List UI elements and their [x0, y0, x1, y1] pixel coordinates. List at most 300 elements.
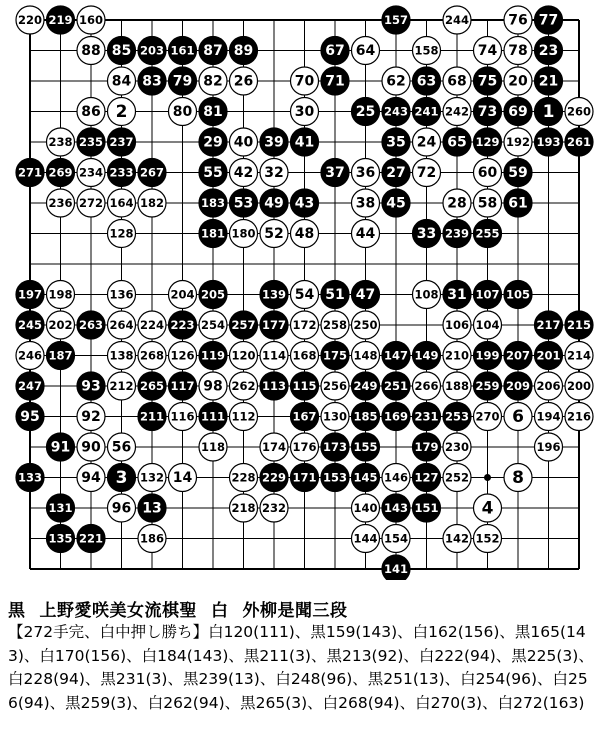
black-stone-67 — [321, 37, 349, 65]
move-number: 56 — [111, 439, 132, 456]
move-number: 107 — [475, 287, 500, 302]
move-number: 233 — [109, 165, 134, 180]
white-stone-258 — [321, 311, 349, 339]
players-line — [8, 596, 596, 621]
white-stone-70 — [291, 67, 319, 95]
move-number: 78 — [508, 43, 528, 59]
black-stone-49 — [260, 189, 288, 217]
black-stone-197 — [16, 281, 44, 309]
white-stone-130 — [321, 403, 349, 431]
move-number: 192 — [505, 135, 531, 149]
move-number: 127 — [414, 470, 439, 485]
black-stone-147 — [382, 342, 410, 370]
white-stone-112 — [230, 403, 258, 431]
move-number: 55 — [203, 165, 223, 181]
black-stone-235 — [77, 128, 105, 156]
white-stone-144 — [352, 525, 380, 553]
black-stone-145 — [352, 464, 380, 492]
black-stone-183 — [199, 189, 227, 217]
white-stone-224 — [138, 311, 166, 339]
black-stone-31 — [443, 281, 471, 309]
move-number: 45 — [386, 195, 406, 212]
move-number: 51 — [325, 287, 345, 303]
black-stone-1 — [535, 98, 563, 126]
move-number: 73 — [477, 104, 498, 120]
move-number: 272 — [78, 196, 104, 210]
white-stone-116 — [169, 403, 197, 431]
white-stone-180 — [230, 220, 258, 248]
move-number: 133 — [17, 470, 43, 485]
move-number: 143 — [383, 501, 409, 515]
white-stone-106 — [443, 311, 471, 339]
move-number: 183 — [200, 196, 226, 210]
black-stone-257 — [230, 311, 258, 339]
black-stone-35 — [382, 128, 410, 156]
white-stone-40 — [230, 128, 258, 156]
move-number: 203 — [139, 43, 165, 58]
move-number: 37 — [325, 165, 345, 181]
move-number: 120 — [231, 348, 256, 363]
move-number: 214 — [566, 348, 592, 363]
move-number: 25 — [355, 104, 376, 120]
move-number: 265 — [139, 379, 165, 393]
black-stone-107 — [474, 281, 502, 309]
move-number: 173 — [322, 440, 348, 454]
white-stone-28 — [443, 189, 471, 217]
black-stone-181 — [199, 220, 227, 248]
move-number: 80 — [172, 104, 193, 120]
black-stone-27 — [382, 159, 410, 187]
move-number: 68 — [447, 73, 467, 90]
move-number: 262 — [231, 379, 256, 393]
move-number: 269 — [48, 165, 73, 180]
black-stone-211 — [138, 403, 166, 431]
black-stone-157 — [382, 6, 410, 34]
move-number: 24 — [416, 134, 437, 151]
move-number: 260 — [566, 104, 592, 119]
white-stone-98 — [199, 372, 227, 400]
move-number: 217 — [536, 318, 561, 332]
black-stone-223 — [169, 311, 197, 339]
white-stone-202 — [47, 311, 75, 339]
black-stone-149 — [413, 342, 441, 370]
black-stone-143 — [382, 494, 410, 522]
move-number: 235 — [78, 135, 104, 149]
move-number: 29 — [203, 134, 223, 151]
move-number: 44 — [355, 226, 376, 242]
move-number: 149 — [414, 348, 439, 363]
black-stone-129 — [474, 128, 502, 156]
move-number: 186 — [139, 531, 165, 546]
black-stone-241 — [413, 98, 441, 126]
move-number: 251 — [383, 379, 409, 393]
white-stone-118 — [199, 433, 227, 461]
move-number: 32 — [264, 165, 284, 181]
move-number: 270 — [475, 409, 500, 424]
black-stone-177 — [260, 311, 288, 339]
black-stone-217 — [535, 311, 563, 339]
move-number: 176 — [292, 440, 317, 454]
move-number: 268 — [139, 348, 165, 363]
move-number: 193 — [536, 135, 561, 149]
black-stone-21 — [535, 67, 563, 95]
move-number: 1 — [542, 102, 555, 122]
white-stone-238 — [47, 128, 75, 156]
move-number: 86 — [81, 104, 101, 120]
move-number: 145 — [353, 470, 378, 485]
black-stone-259 — [474, 372, 502, 400]
white-stone-52 — [260, 220, 288, 248]
move-number: 119 — [200, 348, 226, 363]
move-number: 77 — [538, 12, 559, 29]
black-stone-237 — [108, 128, 136, 156]
move-number: 41 — [294, 134, 315, 151]
white-label: 白 — [211, 601, 229, 621]
white-stone-80 — [169, 98, 197, 126]
white-stone-88 — [77, 37, 105, 65]
black-stone-135 — [47, 525, 75, 553]
move-number: 179 — [414, 440, 439, 454]
move-number: 250 — [353, 318, 378, 332]
move-number: 31 — [447, 287, 467, 303]
move-number: 64 — [355, 43, 376, 59]
move-number: 38 — [355, 195, 376, 212]
move-number: 168 — [292, 348, 317, 363]
move-number: 202 — [48, 318, 73, 332]
white-stone-62 — [382, 67, 410, 95]
move-number: 114 — [261, 348, 287, 363]
black-stone-271 — [16, 159, 44, 187]
move-number: 75 — [477, 73, 498, 90]
move-number: 211 — [139, 409, 165, 424]
move-number: 253 — [444, 409, 470, 424]
white-stone-76 — [504, 6, 532, 34]
move-number: 21 — [538, 73, 559, 90]
move-number: 54 — [294, 287, 315, 303]
move-number: 161 — [170, 43, 195, 58]
black-stone-161 — [169, 37, 197, 65]
white-stone-210 — [443, 342, 471, 370]
black-stone-41 — [291, 128, 319, 156]
move-number: 261 — [566, 135, 592, 149]
white-stone-72 — [413, 159, 441, 187]
white-stone-198 — [47, 281, 75, 309]
move-number: 135 — [48, 531, 73, 546]
white-stone-142 — [443, 525, 471, 553]
black-stone-55 — [199, 159, 227, 187]
white-stone-214 — [565, 342, 593, 370]
white-stone-42 — [230, 159, 258, 187]
move-number: 27 — [386, 165, 406, 181]
white-stone-82 — [199, 67, 227, 95]
move-number: 152 — [475, 531, 500, 546]
move-number: 59 — [508, 165, 528, 181]
move-number: 188 — [444, 379, 470, 393]
black-stone-105 — [504, 281, 532, 309]
move-number: 88 — [81, 43, 101, 59]
white-stone-92 — [77, 403, 105, 431]
move-number: 93 — [81, 378, 101, 395]
black-stone-187 — [47, 342, 75, 370]
move-number: 129 — [475, 135, 500, 149]
black-stone-215 — [565, 311, 593, 339]
move-number: 2 — [115, 102, 128, 122]
move-number: 58 — [477, 195, 498, 212]
black-stone-255 — [474, 220, 502, 248]
black-stone-115 — [291, 372, 319, 400]
white-stone-14 — [169, 464, 197, 492]
move-number: 169 — [383, 409, 409, 424]
white-stone-4 — [474, 494, 502, 522]
white-stone-126 — [169, 342, 197, 370]
white-stone-148 — [352, 342, 380, 370]
move-number: 242 — [444, 104, 470, 119]
move-number: 53 — [233, 195, 254, 212]
black-stone-249 — [352, 372, 380, 400]
white-stone-234 — [77, 159, 105, 187]
white-stone-6 — [504, 403, 532, 431]
move-number: 141 — [383, 562, 409, 576]
move-number: 266 — [414, 379, 439, 393]
move-number: 138 — [109, 348, 134, 363]
move-number: 146 — [383, 470, 409, 485]
white-stone-188 — [443, 372, 471, 400]
white-stone-84 — [108, 67, 136, 95]
white-stone-132 — [138, 464, 166, 492]
move-number: 216 — [566, 409, 592, 424]
move-number: 74 — [477, 43, 498, 59]
white-stone-140 — [352, 494, 380, 522]
black-stone-239 — [443, 220, 471, 248]
move-number: 39 — [264, 134, 284, 151]
white-stone-8 — [504, 464, 532, 492]
black-stone-155 — [352, 433, 380, 461]
black-stone-141 — [382, 555, 410, 580]
white-stone-160 — [77, 6, 105, 34]
black-stone-45 — [382, 189, 410, 217]
white-stone-90 — [77, 433, 105, 461]
move-number: 187 — [48, 348, 73, 363]
move-number: 43 — [294, 195, 315, 212]
black-stone-25 — [352, 98, 380, 126]
white-stone-252 — [443, 464, 471, 492]
move-number: 220 — [17, 13, 43, 27]
black-stone-29 — [199, 128, 227, 156]
move-number: 267 — [139, 165, 165, 180]
black-stone-269 — [47, 159, 75, 187]
white-stone-242 — [443, 98, 471, 126]
move-number: 136 — [109, 287, 134, 302]
move-number: 30 — [294, 104, 315, 120]
move-number: 254 — [200, 318, 226, 332]
move-number: 90 — [81, 439, 101, 456]
move-number: 155 — [353, 440, 378, 454]
move-number: 246 — [17, 348, 43, 363]
black-stone-95 — [16, 403, 44, 431]
move-number: 116 — [170, 409, 195, 424]
move-number: 115 — [292, 379, 317, 393]
move-number: 157 — [383, 13, 409, 27]
move-number: 259 — [475, 379, 500, 393]
white-stone-206 — [535, 372, 563, 400]
white-stone-146 — [382, 464, 410, 492]
move-number: 167 — [292, 409, 317, 424]
move-number: 154 — [383, 531, 409, 546]
white-stone-26 — [230, 67, 258, 95]
move-number: 209 — [505, 379, 531, 393]
white-stone-256 — [321, 372, 349, 400]
move-number: 48 — [294, 226, 315, 242]
move-number: 199 — [475, 348, 500, 363]
move-number: 76 — [508, 12, 528, 29]
white-stone-138 — [108, 342, 136, 370]
move-number: 4 — [481, 498, 494, 519]
move-number: 180 — [231, 226, 256, 241]
black-stone-47 — [352, 281, 380, 309]
white-stone-104 — [474, 311, 502, 339]
move-number: 264 — [109, 318, 134, 332]
black-stone-77 — [535, 6, 563, 34]
white-stone-186 — [138, 525, 166, 553]
move-number: 171 — [292, 470, 317, 485]
move-number: 95 — [20, 409, 40, 425]
black-stone-267 — [138, 159, 166, 187]
black-stone-193 — [535, 128, 563, 156]
move-number: 160 — [78, 13, 104, 27]
black-stone-93 — [77, 372, 105, 400]
white-stone-244 — [443, 6, 471, 34]
move-number: 249 — [353, 379, 378, 393]
black-stone-111 — [199, 403, 227, 431]
move-number: 28 — [447, 195, 467, 212]
move-number: 60 — [477, 165, 498, 181]
white-stone-108 — [413, 281, 441, 309]
white-stone-270 — [474, 403, 502, 431]
white-stone-204 — [169, 281, 197, 309]
white-stone-192 — [504, 128, 532, 156]
white-stone-174 — [260, 433, 288, 461]
black-stone-265 — [138, 372, 166, 400]
move-number: 96 — [111, 500, 132, 517]
black-stone-127 — [413, 464, 441, 492]
move-number: 3 — [115, 468, 128, 488]
move-number: 49 — [264, 195, 284, 212]
black-stone-221 — [77, 525, 105, 553]
move-number: 221 — [78, 531, 104, 546]
move-number: 108 — [414, 287, 439, 302]
move-number: 185 — [353, 409, 378, 424]
move-number: 252 — [444, 470, 470, 485]
black-stone-33 — [413, 220, 441, 248]
black-stone-153 — [321, 464, 349, 492]
move-number: 207 — [505, 348, 531, 363]
white-stone-96 — [108, 494, 136, 522]
white-stone-128 — [108, 220, 136, 248]
black-stone-87 — [199, 37, 227, 65]
move-number: 14 — [172, 470, 193, 486]
black-stone-251 — [382, 372, 410, 400]
move-number: 92 — [81, 409, 101, 425]
move-number: 23 — [538, 43, 559, 59]
black-stone-13 — [138, 494, 166, 522]
white-stone-272 — [77, 189, 105, 217]
black-stone-245 — [16, 311, 44, 339]
move-number: 112 — [231, 409, 256, 424]
move-number: 151 — [414, 501, 439, 515]
move-number: 87 — [203, 43, 223, 59]
move-number: 228 — [231, 470, 256, 485]
white-stone-168 — [291, 342, 319, 370]
move-number: 62 — [386, 73, 406, 90]
move-number: 244 — [444, 13, 470, 27]
move-number: 98 — [203, 378, 223, 395]
move-number: 210 — [444, 348, 470, 363]
black-stone-117 — [169, 372, 197, 400]
black-stone-233 — [108, 159, 136, 187]
move-number: 36 — [355, 165, 376, 181]
white-stone-38 — [352, 189, 380, 217]
move-number: 111 — [200, 409, 226, 424]
white-stone-176 — [291, 433, 319, 461]
move-number: 197 — [17, 287, 43, 302]
move-number: 131 — [48, 501, 73, 515]
black-stone-231 — [413, 403, 441, 431]
black-stone-89 — [230, 37, 258, 65]
move-number: 35 — [386, 134, 406, 151]
black-stone-59 — [504, 159, 532, 187]
move-number: 82 — [203, 73, 223, 90]
white-stone-230 — [443, 433, 471, 461]
black-stone-75 — [474, 67, 502, 95]
move-number: 245 — [17, 318, 43, 332]
black-stone-229 — [260, 464, 288, 492]
white-stone-54 — [291, 281, 319, 309]
white-stone-48 — [291, 220, 319, 248]
move-number: 206 — [536, 379, 561, 393]
black-stone-23 — [535, 37, 563, 65]
black-stone-185 — [352, 403, 380, 431]
black-stone-205 — [199, 281, 227, 309]
black-stone-203 — [138, 37, 166, 65]
move-number: 230 — [444, 440, 470, 454]
black-stone-209 — [504, 372, 532, 400]
move-number: 172 — [292, 318, 317, 332]
black-stone-65 — [443, 128, 471, 156]
white-stone-212 — [108, 372, 136, 400]
move-number: 201 — [536, 348, 561, 363]
white-stone-250 — [352, 311, 380, 339]
move-number: 26 — [233, 73, 254, 90]
move-number: 234 — [78, 165, 104, 180]
white-stone-194 — [535, 403, 563, 431]
white-stone-58 — [474, 189, 502, 217]
black-stone-83 — [138, 67, 166, 95]
black-stone-133 — [16, 464, 44, 492]
move-number: 158 — [414, 43, 439, 58]
white-stone-254 — [199, 311, 227, 339]
move-number: 139 — [261, 287, 287, 302]
move-number: 256 — [322, 379, 348, 393]
move-number: 258 — [322, 318, 348, 332]
move-number: 8 — [512, 468, 524, 488]
move-number: 142 — [444, 531, 470, 546]
white-stone-246 — [16, 342, 44, 370]
move-number: 117 — [170, 379, 195, 393]
black-stone-69 — [504, 98, 532, 126]
move-number: 40 — [233, 134, 254, 151]
move-number: 113 — [261, 379, 287, 393]
move-number: 200 — [566, 379, 592, 393]
